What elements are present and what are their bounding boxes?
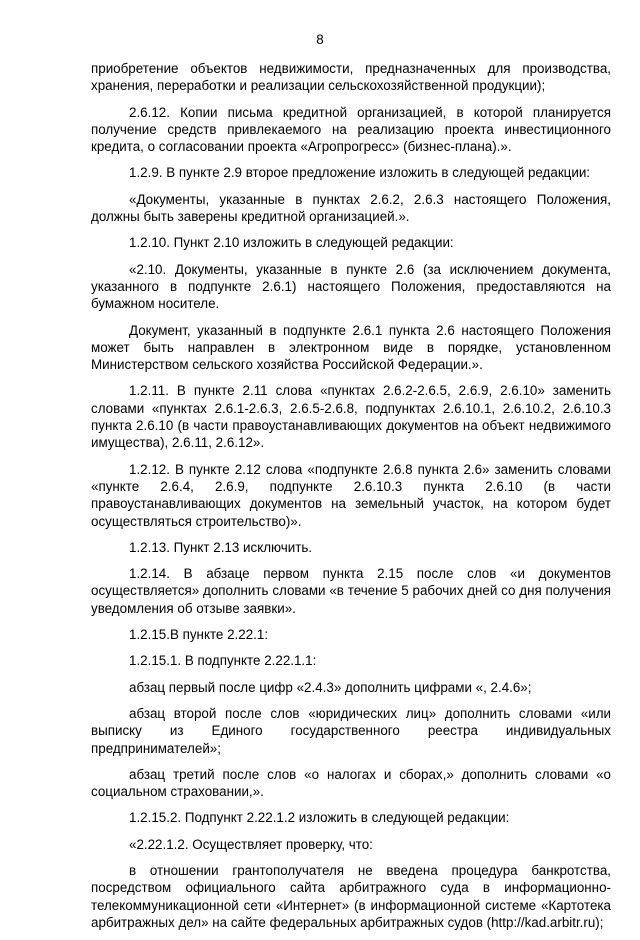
- paragraph: 1.2.15.2. Подпункт 2.22.1.2 изложить в следующей редакции:: [129, 810, 510, 826]
- paragraph: 1.2.14. В абзаце первом пункта 2.15 после слов «и документов осуществляется» дополнить словами «в течение 5 рабочих дней со дня получения уведомления об отзыве заявки».: [91, 566, 611, 616]
- paragraph: 1.2.15.1. В подпункте 2.22.1.1:: [129, 653, 317, 669]
- paragraph: 1.2.12. В пункте 2.12 слова «подпункте 2.6.8 пункта 2.6» заменить словами «пункте 2.6.4, 2.6.9, подпункте 2.6.10.3 пункта 2.6.10 (в части правоустанавливающих документов на земельный участок, на котором будет осуществляться строительство)».: [91, 461, 611, 529]
- paragraph: 1.2.11. В пункте 2.11 слова «пунктах 2.6.2-2.6.5, 2.6.9, 2.6.10» заменить словами «пунктах 2.6.1-2.6.3, 2.6.5-2.6.8, подпунктах 2.6.10.1, 2.6.10.2, 2.6.10.3 пункта 2.6.10 (в части правоустанавливающих документов на объект недвижимого имущества), 2.6.11, 2.6.12».: [91, 383, 611, 451]
- page-number: 8: [316, 32, 324, 47]
- paragraph: 1.2.10. Пункт 2.10 изложить в следующей редакции:: [129, 235, 454, 251]
- paragraph: 2.6.12. Копии письма кредитной организацией, в которой планируется получение средств привлекаемого на реализацию проекта инвестиционного кредита, о согласовании проекта «Агропрогресс» (бизнес-плана).».: [91, 104, 611, 155]
- paragraph: Документ, указанный в подпункте 2.6.1 пункта 2.6 настоящего Положения может быть направлен в электронном виде в порядке, установленном Министерством сельского хозяйства Российской Федерации.».: [91, 322, 611, 373]
- paragraph: 1.2.9. В пункте 2.9 второе предложение изложить в следующей редакции:: [129, 165, 591, 181]
- paragraph: приобретение объектов недвижимости, предназначенных для производства, хранения, переработки и реализации сельскохозяйственной продукции);: [91, 61, 611, 94]
- paragraph: 1.2.13. Пункт 2.13 исключить.: [129, 539, 313, 555]
- paragraph: абзац второй после слов «юридических лиц» дополнить словами «или выписку из Единого государственного реестра индивидуальных предпринимателей»;: [91, 705, 611, 756]
- paragraph: «Документы, указанные в пунктах 2.6.2, 2.6.3 настоящего Положения, должны быть заверены кредитной организацией.».: [91, 191, 611, 225]
- paragraph: «2.22.1.2. Осуществляет проверку, что:: [129, 836, 373, 852]
- paragraph: «2.10. Документы, указанные в пункте 2.6 (за исключением документа, указанного в подпункте 2.6.1) настоящего Положения, предоставляются на бумажном носителе.: [91, 261, 611, 312]
- paragraph: абзац первый после цифр «2.4.3» дополнить цифрами «, 2.4.6»;: [129, 679, 532, 695]
- paragraph: абзац третий после слов «о налогах и сборах,» дополнить словами «о социальном страховании,».: [91, 766, 611, 800]
- paragraph: 1.2.15.В пункте 2.22.1:: [129, 627, 269, 643]
- document-body: [91, 60, 611, 940]
- paragraph: в отношении грантополучателя не введена процедура банкротства, посредством официального сайта арбитражного суда в информационно-телекоммуникационной сети «Интернет» (в информационной системе «Картотека арбитражных дел» на сайте федеральных арбитражных судов (http://kad.arbitr.ru);: [91, 862, 611, 930]
